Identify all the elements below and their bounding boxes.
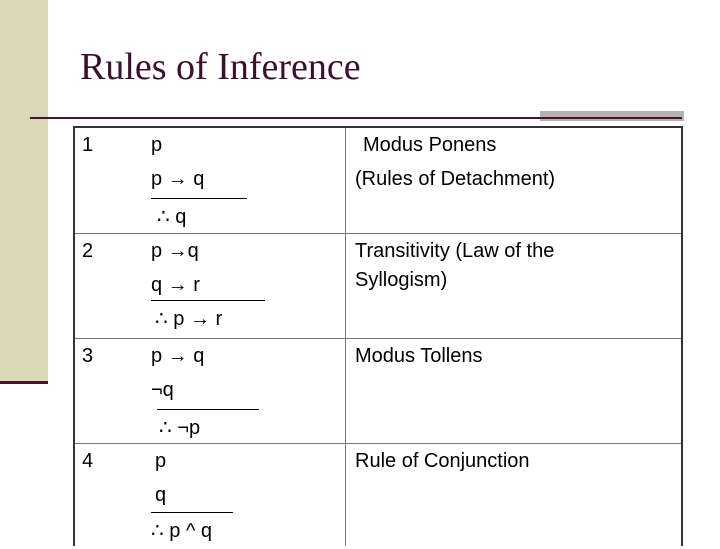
side-decoration-bar [0, 0, 48, 384]
conclusion-rule [151, 512, 233, 513]
rule-name-note: Syllogism) [355, 269, 448, 291]
premise: p → q [151, 345, 205, 367]
rule-name: Modus Ponens [363, 134, 497, 156]
table-row [75, 233, 681, 339]
table-row [75, 338, 681, 444]
rule-name-note: (Rules of Detachment) [355, 168, 556, 190]
rule-name: Rule of Conjunction [355, 450, 530, 472]
rules-table [73, 126, 683, 546]
conclusion: ∴ p → r [155, 308, 223, 330]
premise: p →q [151, 240, 199, 262]
premise: ¬q [151, 379, 174, 401]
table-row [75, 443, 681, 549]
premise: p [155, 450, 167, 472]
premise: q → r [151, 274, 200, 296]
conclusion: ∴ q [157, 206, 187, 228]
title-rule [30, 117, 682, 119]
title-accent-bar [540, 111, 684, 121]
conclusion: ∴ p ^ q [151, 520, 213, 542]
conclusion: ∴ ¬p [159, 417, 201, 439]
side-decoration-line [0, 381, 48, 384]
table-row [75, 128, 681, 234]
premise: p → q [151, 168, 205, 190]
conclusion-rule [157, 409, 259, 410]
rule-number: 2 [82, 240, 94, 262]
rule-name: Transitivity (Law of the [355, 240, 555, 262]
rule-number: 3 [82, 345, 94, 367]
rule-number: 1 [82, 134, 94, 156]
premise: p [151, 134, 163, 156]
rule-name: Modus Tollens [355, 345, 483, 367]
premise: q [155, 484, 167, 506]
rule-number: 4 [82, 450, 94, 472]
conclusion-rule [151, 300, 265, 301]
conclusion-rule [151, 198, 247, 199]
page-title: Rules of Inference [80, 46, 361, 88]
